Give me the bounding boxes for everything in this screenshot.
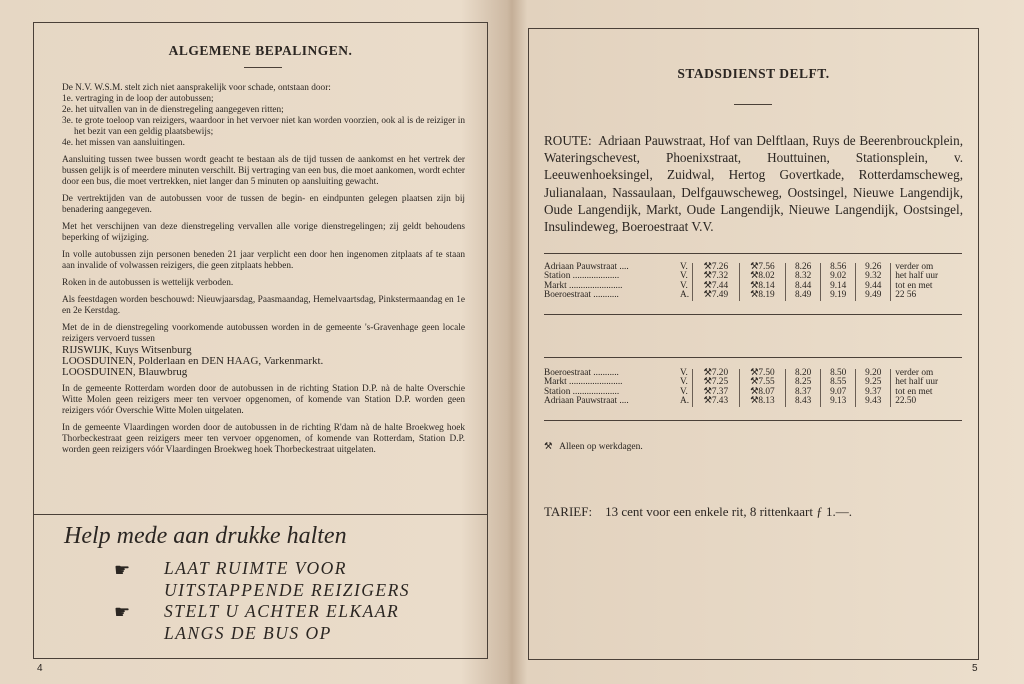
frequency-note: verder om <box>891 263 962 272</box>
help-heading: Help mede aan drukke halten <box>64 523 347 549</box>
cause-2: 2e. het uitvallen van in de dienstregeling aangegeven ritten; <box>62 105 284 115</box>
stop-name: Adriaan Pauwstraat .... <box>544 262 629 272</box>
stop-name: Adriaan Pauwstraat .... <box>544 396 629 407</box>
paragraph-aansluiting: Aansluiting tussen twee bussen wordt geacht te bestaan als de tijd tussen de aankomst en het vertrek der bussen gelijk is of meerdere minuten verschilt. Bij vertraging van een bus, die moet aankomen, wordt echter door een bus, die moet vertrekken, niet langer dan 5 minuten op aansluiting gewacht. <box>62 155 466 187</box>
time: ⚒8.19 <box>739 291 786 300</box>
table1-bottom-rule <box>544 314 962 315</box>
time: 9.20 <box>856 369 891 378</box>
time: ⚒8.07 <box>739 388 786 397</box>
time: ⚒8.13 <box>739 397 786 406</box>
right-page-frame <box>528 28 979 660</box>
time: ⚒7.56 <box>739 263 786 272</box>
arrival-departure: V. <box>680 280 688 291</box>
time: ⚒7.37 <box>693 388 740 397</box>
time: 9.44 <box>856 282 891 291</box>
time: ⚒7.50 <box>739 369 786 378</box>
place-loosduinen-polderlaan: LOOSDUINEN, Polderlaan en DEN HAAG, Varkenmarkt. <box>62 355 324 367</box>
rules-text <box>62 83 465 456</box>
time: 9.26 <box>856 263 891 272</box>
table2-bottom-rule <box>544 420 962 421</box>
footnote-text: Alleen op werkdagen. <box>559 442 643 452</box>
paragraph-roken: Roken in de autobussen is wettelijk verboden. <box>62 278 234 288</box>
frequency-note: 22.50 <box>891 397 962 406</box>
arrival-departure: A. <box>680 396 690 407</box>
left-page-title: ALGEMENE BEPALINGEN. <box>168 43 353 58</box>
cause-3: 3e. te grote toeloop van reizigers, waardoor in het vervoer niet kan worden voorzien, ook al is de reiziger in het bezit van een geldig plaatsbewijs; <box>62 116 465 137</box>
stop-name: Boeroestraat ........... <box>544 368 619 378</box>
footnote <box>544 441 643 452</box>
time: ⚒7.25 <box>693 378 740 387</box>
time: 8.25 <box>786 378 821 387</box>
slogan-line-1: LAAT RUIMTE VOOR <box>164 558 347 578</box>
paragraph-vertrektijden: De vertrektijden van de autobussen voor de tussen de begin- en eindpunten gelegen plaatsen zijn bij benadering aangegeven. <box>62 194 465 215</box>
time: 9.13 <box>821 397 856 406</box>
arrival-departure: V. <box>680 368 688 378</box>
table-row <box>544 397 962 406</box>
time: ⚒8.14 <box>739 282 786 291</box>
paragraph-feestdagen: Als feestdagen worden beschouwd: Nieuwjaarsdag, Paasmaandag, Hemelvaartsdag, Pinkstermaandag en 1e en 2e Kerstdag. <box>62 295 465 316</box>
paragraph-gemeente: Met de in de dienstregeling voorkomende autobussen worden in de gemeente 's-Gravenhage geen locale reizigers vervoerd tussen <box>62 323 465 344</box>
time: 8.55 <box>821 378 856 387</box>
time: 8.49 <box>786 291 821 300</box>
stop-name: Boeroestraat ........... <box>544 290 619 301</box>
time: ⚒7.26 <box>693 263 740 272</box>
arrival-departure: A. <box>680 290 690 301</box>
slogan-line-3: STELT U ACHTER ELKAAR <box>164 601 400 621</box>
stop-name: Station .................... <box>544 271 620 282</box>
stop-name: Markt ....................... <box>544 377 623 388</box>
slogan-line-4: LANGS DE BUS OP <box>164 622 332 643</box>
route-label: ROUTE: <box>544 133 592 148</box>
tarief-label: TARIEF: <box>544 504 593 519</box>
time: ⚒8.02 <box>739 272 786 281</box>
time: 9.25 <box>856 378 891 387</box>
time: 9.49 <box>856 291 891 300</box>
paragraph-rotterdam: In de gemeente Rotterdam worden door de autobussen in de richting Station D.P. nà de halte Overschie Witte Molen geen reizigers meer ten vervoer opgenomen, of komende van Station D.P. worden geen reizigers vóór Overschie Witte Molen uitgelaten. <box>62 384 465 416</box>
title-rule <box>244 67 282 68</box>
right-page-number: 5 <box>972 663 978 674</box>
frequency-note: het half uur <box>891 272 962 281</box>
time: 8.32 <box>786 272 821 281</box>
time: ⚒7.43 <box>693 397 740 406</box>
time: 9.37 <box>856 388 891 397</box>
cause-4: 4e. het missen van aansluitingen. <box>62 138 185 148</box>
stop-name: Markt ....................... <box>544 280 623 291</box>
tarief-line <box>544 504 852 520</box>
arrival-departure: V. <box>680 377 688 388</box>
hammers-icon: ⚒ <box>544 442 553 452</box>
route-text <box>544 132 963 235</box>
time: 8.26 <box>786 263 821 272</box>
pointing-hand-icon: ☛ <box>114 560 131 581</box>
time: ⚒7.20 <box>693 369 740 378</box>
left-page-number: 4 <box>37 663 43 674</box>
time: ⚒7.44 <box>693 282 740 291</box>
time: 9.32 <box>856 272 891 281</box>
time: ⚒7.32 <box>693 272 740 281</box>
time: 8.44 <box>786 282 821 291</box>
timetable-outbound <box>544 263 962 301</box>
frequency-note: verder om <box>891 369 962 378</box>
place-loosduinen-blauwbrug: LOOSDUINEN, Blauwbrug <box>62 366 188 378</box>
time: ⚒7.49 <box>693 291 740 300</box>
frequency-note: 22 56 <box>891 291 962 300</box>
time: 9.02 <box>821 272 856 281</box>
paragraph-volle-bussen: In volle autobussen zijn personen beneden 21 jaar verplicht een door hen ingenomen zitplaats af te staan aan invalide of volwassen reizigers, die geen zitplaats hebben. <box>62 250 465 271</box>
place-rijswijk: RIJSWIJK, Kuys Witsenburg <box>62 344 192 356</box>
time: 8.43 <box>786 397 821 406</box>
route-description: Adriaan Pauwstraat, Hof van Delftlaan, Ruys de Beerenbrouckplein, Wateringschevest, Phoenixstraat, Houttuinen, Stationsplein, v. Leeuwenhoeksingel, Zuidwal, Hertog Govertkade, Rotterdamscheweg, Julianalaan, Nassaulaan, Delfgauwscheweg, Oostsingel, Nieuwe Langendijk, Oude Langendijk, Markt, Oude Langendijk, Nieuwe Langendijk, Oostsingel, Insulindeweg, Boeroestraat V.V. <box>544 133 963 235</box>
table1-top-rule <box>544 253 962 254</box>
tarief-text: 13 cent voor een enkele rit, 8 rittenkaart ƒ 1.—. <box>605 504 852 519</box>
time: 9.43 <box>856 397 891 406</box>
cause-1: 1e. vertraging in de loop der autobussen; <box>62 94 214 104</box>
help-slogan <box>164 558 410 644</box>
time: ⚒7.55 <box>739 378 786 387</box>
time: 9.14 <box>821 282 856 291</box>
left-page-frame <box>33 22 488 659</box>
frequency-note: tot en met <box>891 388 962 397</box>
time: 8.20 <box>786 369 821 378</box>
time: 8.37 <box>786 388 821 397</box>
table-row <box>544 291 962 300</box>
help-divider <box>34 514 487 515</box>
stop-name: Station .................... <box>544 386 620 397</box>
arrival-departure: V. <box>680 271 688 282</box>
pointing-hand-icon: ☛ <box>114 602 131 623</box>
time: 8.56 <box>821 263 856 272</box>
time: 8.50 <box>821 369 856 378</box>
slogan-line-2: UITSTAPPENDE REIZIGERS <box>164 579 411 600</box>
arrival-departure: V. <box>680 386 688 397</box>
paragraph-verschijnen: Met het verschijnen van deze dienstregeling vervallen alle vorige dienstregelingen; zij geldt behoudens beperking of wijziging. <box>62 222 465 243</box>
time: 9.19 <box>821 291 856 300</box>
frequency-note: tot en met <box>891 282 962 291</box>
arrival-departure: V. <box>680 262 688 272</box>
frequency-note: het half uur <box>891 378 962 387</box>
title-rule <box>734 104 772 105</box>
paragraph-vlaardingen: In de gemeente Vlaardingen worden door de autobussen in de richting R'dam nà de halte Broekweg hoek Thorbeckestraat geen reizigers meer ten vervoer opgenomen, of komende van Rotterdam, Station D.P. worden geen reizigers vóór Vlaardingen Broekweg hoek Thorbeckestraat uitgelaten. <box>62 423 465 455</box>
table2-top-rule <box>544 357 962 358</box>
timetable-inbound <box>544 369 962 407</box>
intro-text: De N.V. W.S.M. stelt zich niet aansprakelijk voor schade, ontstaan door: <box>62 83 331 93</box>
right-page-title: STADSDIENST DELFT. <box>677 66 830 81</box>
time: 9.07 <box>821 388 856 397</box>
